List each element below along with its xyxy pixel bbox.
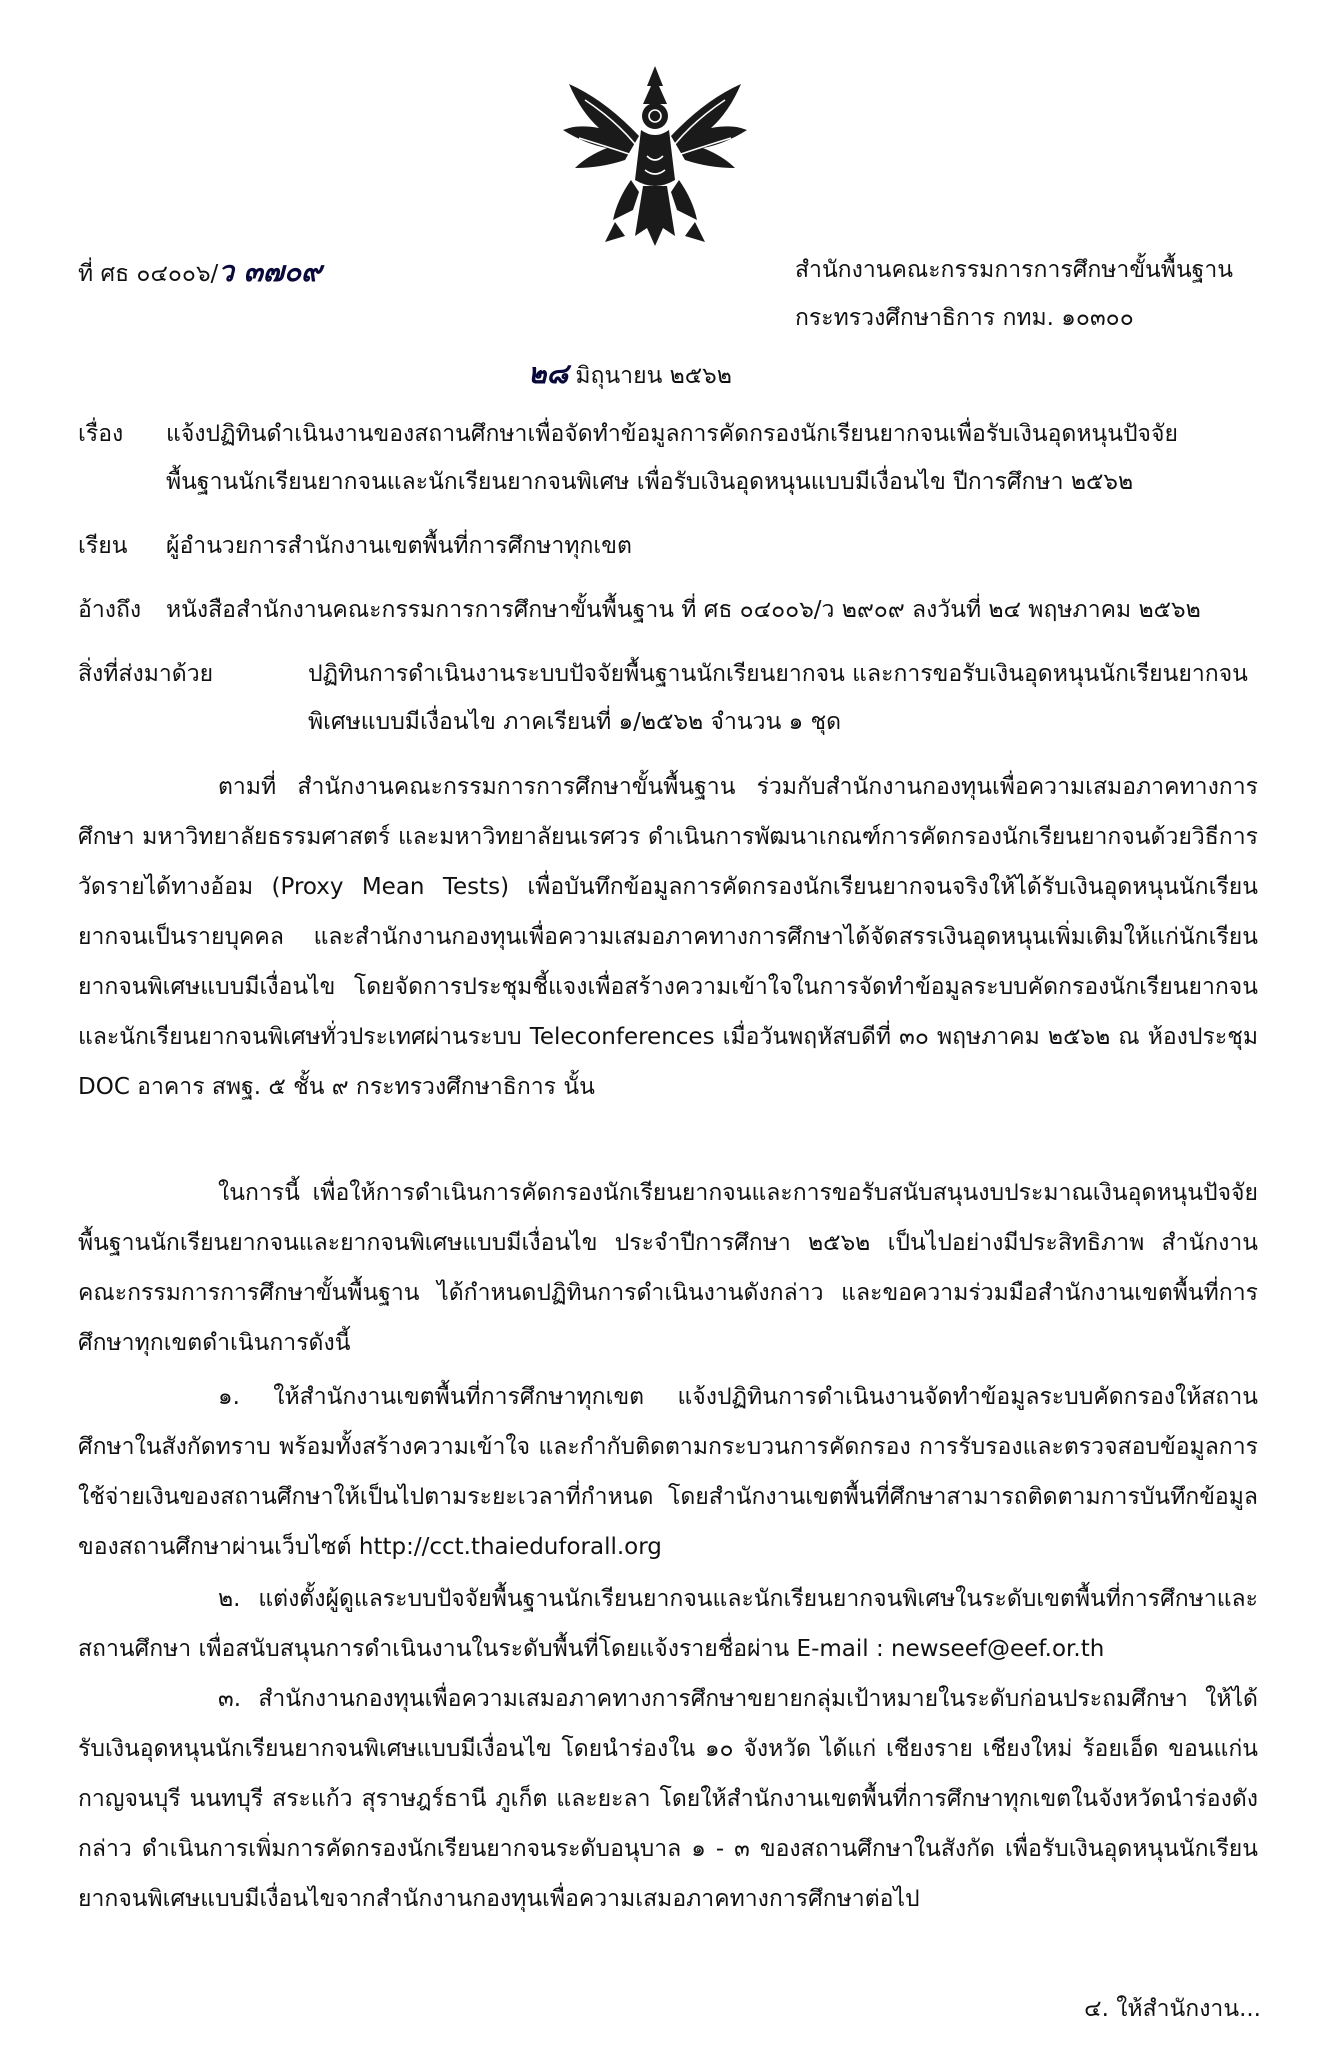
sender-address: กระทรวงศึกษาธิการ กทม. ๑๐๓๐๐ [795, 305, 1134, 331]
garuda-emblem-icon [555, 60, 755, 260]
document-number-handwritten: ว ๓๗๐๙ [218, 255, 322, 288]
sender-organization: สำนักงานคณะกรรมการการศึกษาขั้นพื้นฐาน [795, 257, 1233, 283]
reference-label: อ้างถึง [78, 597, 142, 623]
reference-text: หนังสือสำนักงานคณะกรรมการการศึกษาขั้นพื้นฐาน ที่ ศธ ๐๔๐๐๖/ว ๒๙๐๙ ลงวันที่ ๒๔ พฤษภาคม ๒๕๖๒ [166, 597, 1201, 623]
date-day-handwritten: ๒๘ [528, 357, 569, 390]
document-number [78, 248, 322, 298]
document-number-prefix: ที่ ศธ ๐๔๐๐๖/ [78, 261, 219, 287]
enclosure-text-1: ปฏิทินการดำเนินงานระบบปัจจัยพื้นฐานนักเรียนยากจน และการขอรับเงินอุดหนุนนักเรียนยากจน [308, 661, 1248, 687]
body-paragraph-2: ในการนี้ เพื่อให้การดำเนินการคัดกรองนักเรียนยากจนและการขอรับสนับสนุนงบประมาณเงินอุดหนุนปัจจัยพื้นฐานนักเรียนยากจนและยากจนพิเศษแบบมีเงื่อนไข ประจำปีการศึกษา ๒๕๖๒ เป็นไปอย่างมีประสิทธิภาพ สำนักงานคณะกรรมการการศึกษาขั้นพื้นฐาน ได้กำหนดปฏิทินการดำเนินงานดังกล่าว และขอความร่วมมือสำนักงานเขตพื้นที่การศึกษาทุกเขตดำเนินการดังนี้ [78, 1180, 1258, 1356]
body-paragraph-1: ตามที่ สำนักงานคณะกรรมการการศึกษาขั้นพื้นฐาน ร่วมกับสำนักงานกองทุนเพื่อความเสมอภาคทางการศึกษา มหาวิทยาลัยธรรมศาสตร์ และมหาวิทยาลัยนเรศวร ดำเนินการพัฒนาเกณฑ์การคัดกรองนักเรียนยากจนด้วยวิธีการวัดรายได้ทางอ้อม (Proxy Mean Tests) เพื่อบันทึกข้อมูลการคัดกรองนักเรียนยากจนจริงให้ได้รับเงินอุดหนุนนักเรียนยากจนเป็นรายบุคคล และสำนักงานกองทุนเพื่อความเสมอภาคทางการศึกษาได้จัดสรรเงินอุดหนุนเพิ่มเติมให้แก่นักเรียนยากจนพิเศษแบบมีเงื่อนไข โดยจัดการประชุมชี้แจงเพื่อสร้างความเข้าใจในการจัดทำข้อมูลระบบคัดกรองนักเรียนยากจนและนักเรียนยากจนพิเศษทั่วประเทศผ่านระบบ Teleconferences เมื่อวันพฤหัสบดีที่ ๓๐ พฤษภาคม ๒๕๖๒ ณ ห้องประชุม DOC อาคาร สพฐ. ๕ ชั้น ๙ กระทรวงศึกษาธิการ นั้น [78, 774, 1258, 1100]
reference-line [78, 586, 1258, 634]
subject-text-1: แจ้งปฏิทินดำเนินงานของสถานศึกษาเพื่อจัดทำข้อมูลการคัดกรองนักเรียนยากจนเพื่อรับเงินอุดหนุนปัจจัย [166, 421, 1178, 447]
date-month-year: มิถุนายน ๒๕๖๒ [575, 363, 732, 389]
body-item-3: ๓. สำนักงานกองทุนเพื่อความเสมอภาคทางการศึกษาขยายกลุ่มเป้าหมายในระดับก่อนประถมศึกษา ให้ได้รับเงินอุดหนุนนักเรียนยากจนพิเศษแบบมีเงื่อนไข โดยนำร่องใน ๑๐ จังหวัด ได้แก่ เชียงราย เชียงใหม่ ร้อยเอ็ด ขอนแก่น กาญจนบุรี นนทบุรี สระแก้ว สุราษฎร์ธานี ภูเก็ต และยะลา โดยให้สำนักงานเขตพื้นที่การศึกษาทุกเขตในจังหวัดนำร่องดังกล่าว ดำเนินการเพิ่มการคัดกรองนักเรียนยากจนระดับอนุบาล ๑ - ๓ ของสถานศึกษาในสังกัด เพื่อรับเงินอุดหนุนนักเรียนยากจนพิเศษแบบมีเงื่อนไขจากสำนักงานกองทุนเพื่อความเสมอภาคทางการศึกษาต่อไป [78, 1686, 1258, 1912]
body-item-1: ๑. ให้สำนักงานเขตพื้นที่การศึกษาทุกเขต แจ้งปฏิทินการดำเนินงานจัดทำข้อมูลระบบคัดกรองให้สถานศึกษาในสังกัดทราบ พร้อมทั้งสร้างความเข้าใจ และกำกับติดตามกระบวนการคัดกรอง การรับรองและตรวจสอบข้อมูลการใช้จ่ายเงินของสถานศึกษาให้เป็นไปตามระยะเวลาที่กำหนด โดยสำนักงานเขตพื้นที่ศึกษาสามารถติดตามการบันทึกข้อมูลของสถานศึกษาผ่านเว็บไซต์ http://cct.thaieduforall.org [78, 1384, 1258, 1560]
body-item-2: ๒. แต่งตั้งผู้ดูแลระบบปัจจัยพื้นฐานนักเรียนยากจนและนักเรียนยากจนพิเศษในระดับเขตพื้นที่การศึกษาและสถานศึกษา เพื่อสนับสนุนการดำเนินงานในระดับพื้นที่โดยแจ้งรายชื่อผ่าน E-mail : newseef@eef.or.th [78, 1586, 1258, 1662]
enclosure-line-1 [78, 650, 1258, 698]
continuation-text: ๔. ให้สำนักงาน... [1084, 1996, 1261, 2022]
recipient-line [78, 522, 1258, 570]
recipient-label: เรียน [78, 533, 128, 559]
enclosure-label: สิ่งที่ส่งมาด้วย [78, 661, 214, 687]
subject-line-1 [78, 410, 1258, 458]
letter-date [528, 350, 732, 400]
subject-label: เรื่อง [78, 421, 124, 447]
enclosure-line-2: พิเศษแบบมีเงื่อนไข ภาคเรียนที่ ๑/๒๕๖๒ จำนวน ๑ ชุด [308, 709, 842, 735]
recipient-text: ผู้อำนวยการสำนักงานเขตพื้นที่การศึกษาทุกเขต [166, 533, 632, 559]
subject-line-2: พื้นฐานนักเรียนยากจนและนักเรียนยากจนพิเศษ เพื่อรับเงินอุดหนุนแบบมีเงื่อนไข ปีการศึกษา ๒๕๖๒ [166, 469, 1134, 495]
